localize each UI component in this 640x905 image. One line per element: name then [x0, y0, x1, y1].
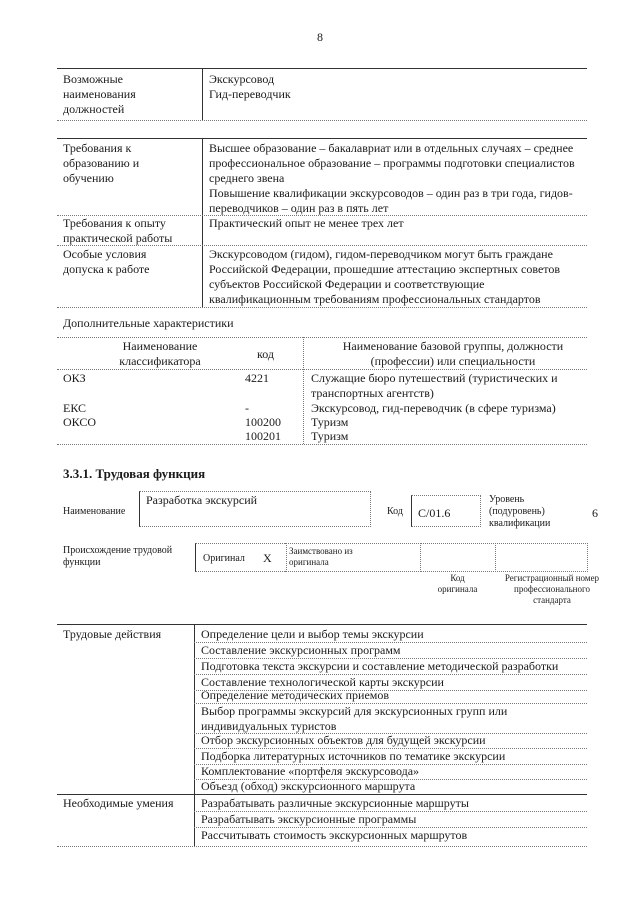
table-border	[57, 794, 587, 795]
labor-action-item: Составление технологической карты экскурсии	[201, 675, 444, 689]
labor-action-item: Определение методических приемов	[201, 688, 390, 702]
labor-action-item: Отбор экскурсионных объектов для будущей экскурсии	[201, 733, 486, 747]
labor-action-item: Подборка литературных источников по тематике экскурсии	[201, 749, 506, 763]
row-name: Служащие бюро путешествий (туристических и транспортных агентств)	[311, 371, 558, 400]
function-name-label: Наименование	[63, 506, 126, 517]
labor-action-item: Определение цели и выбор темы экскурсии	[201, 627, 424, 641]
row-name: Туризм	[311, 415, 349, 429]
row-code: 100200	[245, 415, 281, 429]
table-border	[57, 624, 587, 625]
header-base-group: Наименование базовой группы, должности (профессии) или специальности	[342, 339, 564, 368]
row-name: Туризм	[311, 429, 349, 443]
table-border	[57, 307, 587, 308]
original-code-box	[420, 543, 496, 572]
header-classifier: Наименование классификатора	[119, 339, 201, 368]
table-border	[57, 369, 587, 370]
function-heading: 3.3.1. Трудовая функция	[63, 466, 206, 481]
borrowed-label: Заимствовано из оригинала	[289, 546, 353, 567]
function-code-label: Код	[387, 506, 403, 517]
positions-value: Экскурсовод Гид-переводчик	[209, 72, 291, 101]
labor-action-item: Составление экскурсионных программ	[201, 643, 401, 657]
requirements-experience-value: Практический опыт не менее трех лет	[209, 216, 404, 230]
row-classifier: ЕКС	[63, 401, 87, 415]
function-name-value: Разработка экскурсий	[146, 493, 258, 507]
header-code: код	[257, 347, 274, 361]
row-classifier: ОКЗ	[63, 371, 86, 385]
labor-action-item: Объезд (обход) экскурсионного маршрута	[201, 779, 416, 793]
table-border	[57, 68, 587, 69]
reg-number-label: Регистрационный номер профессионального стандарта	[504, 573, 600, 605]
labor-action-item: Подготовка текста экскурсии и составление методической разработки	[201, 659, 559, 673]
origin-label: Происхождение трудовой функции	[63, 545, 173, 568]
table-border	[57, 138, 587, 139]
qualification-level-label: Уровень (подуровень) квалификации	[489, 494, 551, 529]
skill-item: Рассчитывать стоимость экскурсионных маршрутов	[201, 828, 468, 842]
skill-item: Разрабатывать экскурсионные программы	[201, 812, 417, 826]
original-mark: X	[263, 551, 272, 565]
requirements-admission-label: Особые условия допуска к работе	[63, 247, 150, 276]
row-classifier: ОКСО	[63, 415, 97, 429]
table-border	[303, 337, 304, 444]
original-label: Оригинал	[203, 553, 245, 564]
labor-action-item: Выбор программы экскурсий для экскурсионных групп или индивидуальных туристов	[201, 704, 508, 733]
requirements-education-value: Высшее образование – бакалавриат или в отдельных случаях – среднее профессиональное образование – программы подготовки специалистов среднего звена Повышение квалификации экскурсоводов – один раз в три года, гидов- переводчиков – один раз в пять лет	[209, 141, 575, 215]
labor-action-item: Комплектование «портфеля экскурсовода»	[201, 764, 420, 778]
table-border	[202, 138, 203, 308]
row-code: 4221	[245, 371, 269, 385]
skill-item: Разрабатывать различные экскурсионные маршруты	[201, 796, 469, 810]
function-code-value: С/01.6	[418, 506, 451, 520]
original-code-label: Код оригинала	[437, 573, 478, 594]
positions-label: Возможные наименования должностей	[63, 72, 136, 116]
table-border	[57, 846, 587, 847]
requirements-experience-label: Требования к опыту практической работы	[63, 216, 173, 245]
requirements-admission-value: Экскурсоводом (гидом), гидом-переводчиком могут быть граждане Российской Федерации, прошедшие аттестацию экспертных советов субъектов Российской Федерации и соответствующие квалификационным требованиям профессиональных стандартов	[209, 247, 561, 306]
table-border	[57, 337, 587, 338]
table-border	[202, 68, 203, 120]
qualification-level-value: 6	[592, 506, 598, 520]
additional-title: Дополнительные характеристики	[63, 316, 234, 330]
table-border	[57, 120, 587, 121]
requirements-education-label: Требования к образованию и обучению	[63, 141, 140, 185]
row-code: 100201	[245, 429, 281, 443]
table-border	[57, 444, 587, 445]
labor-actions-label: Трудовые действия	[63, 627, 162, 641]
row-code: -	[245, 401, 249, 415]
reg-number-box	[495, 543, 588, 572]
skills-label: Необходимые умения	[63, 796, 174, 810]
page-number: 8	[317, 30, 323, 44]
row-name: Экскурсовод, гид-переводчик (в сфере туризма)	[311, 401, 556, 415]
